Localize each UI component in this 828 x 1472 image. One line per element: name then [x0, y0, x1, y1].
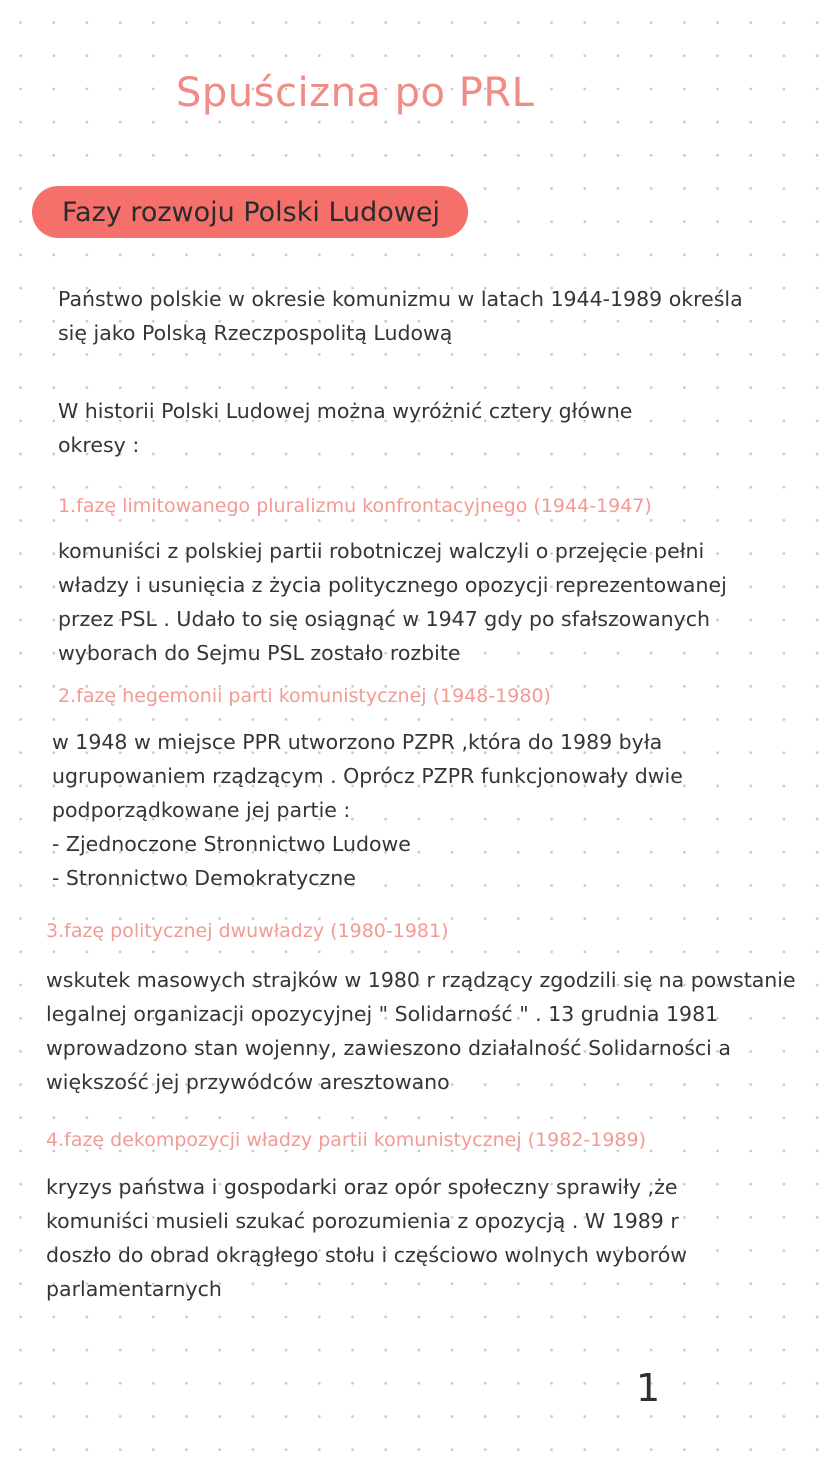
text-line: wskutek masowych strajków w 1980 r rządzący zgodzili się na powstanie	[46, 968, 796, 992]
phase-description	[58, 534, 727, 670]
phase-heading: 2.fazę hegemonii parti komunistycznej (1948-1980)	[58, 685, 551, 707]
text-line: - Zjednoczone Stronnictwo Ludowe	[52, 832, 411, 856]
text-line: podporządkowane jej partie :	[52, 798, 351, 822]
text-line: parlamentarnych	[46, 1277, 222, 1301]
phase-heading: 3.fazę politycznej dwuwładzy (1980-1981)	[46, 920, 449, 942]
text-line: Państwo polskie w okresie komunizmu w latach 1944-1989 określa	[58, 287, 743, 311]
text-line: ugrupowaniem rządzącym . Oprócz PZPR funkcjonowały dwie	[52, 764, 683, 788]
phase-description	[52, 725, 683, 895]
intro-paragraph	[58, 282, 743, 350]
text-line: wyborach do Sejmu PSL zostało rozbite	[58, 641, 461, 665]
text-line: się jako Polską Rzeczpospolitą Ludową	[58, 321, 453, 345]
page-number: 1	[636, 1366, 661, 1410]
text-line: komuniści musieli szukać porozumienia z opozycją . W 1989 r	[46, 1209, 679, 1233]
section-header-pill	[32, 186, 468, 238]
text-line: komuniści z polskiej partii robotniczej walczyli o przejęcie pełni	[58, 539, 705, 563]
phase-heading: 1.fazę limitowanego pluralizmu konfrontacyjnego (1944-1947)	[58, 495, 652, 517]
phase-description	[46, 963, 796, 1099]
phase-description	[46, 1170, 687, 1306]
periods-intro-paragraph	[58, 394, 632, 462]
text-line: legalnej organizacji opozycyjnej " Solidarność " . 13 grudnia 1981	[46, 1002, 719, 1026]
text-line: większość jej przywódców aresztowano	[46, 1070, 450, 1094]
text-line: wprowadzono stan wojenny, zawieszono działalność Solidarności a	[46, 1036, 731, 1060]
section-header-text: Fazy rozwoju Polski Ludowej	[62, 196, 440, 228]
text-line: doszło do obrad okrągłego stołu i częściowo wolnych wyborów	[46, 1243, 688, 1267]
text-line: przez PSL . Udało to się osiągnąć w 1947 gdy po sfałszowanych	[58, 607, 711, 631]
text-line: w 1948 w miejsce PPR utworzono PZPR ,która do 1989 była	[52, 730, 663, 754]
phase-heading: 4.fazę dekompozycji władzy partii komunistycznej (1982-1989)	[46, 1129, 647, 1151]
text-line: W historii Polski Ludowej można wyróżnić cztery główne	[58, 399, 633, 423]
text-line: kryzys państwa i gospodarki oraz opór społeczny sprawiły ,że	[46, 1175, 678, 1199]
text-line: okresy :	[58, 433, 140, 457]
text-line: władzy i usunięcia z życia politycznego opozycji reprezentowanej	[58, 573, 727, 597]
page-title: Spuścizna po PRL	[176, 70, 535, 116]
text-line: - Stronnictwo Demokratyczne	[52, 866, 356, 890]
